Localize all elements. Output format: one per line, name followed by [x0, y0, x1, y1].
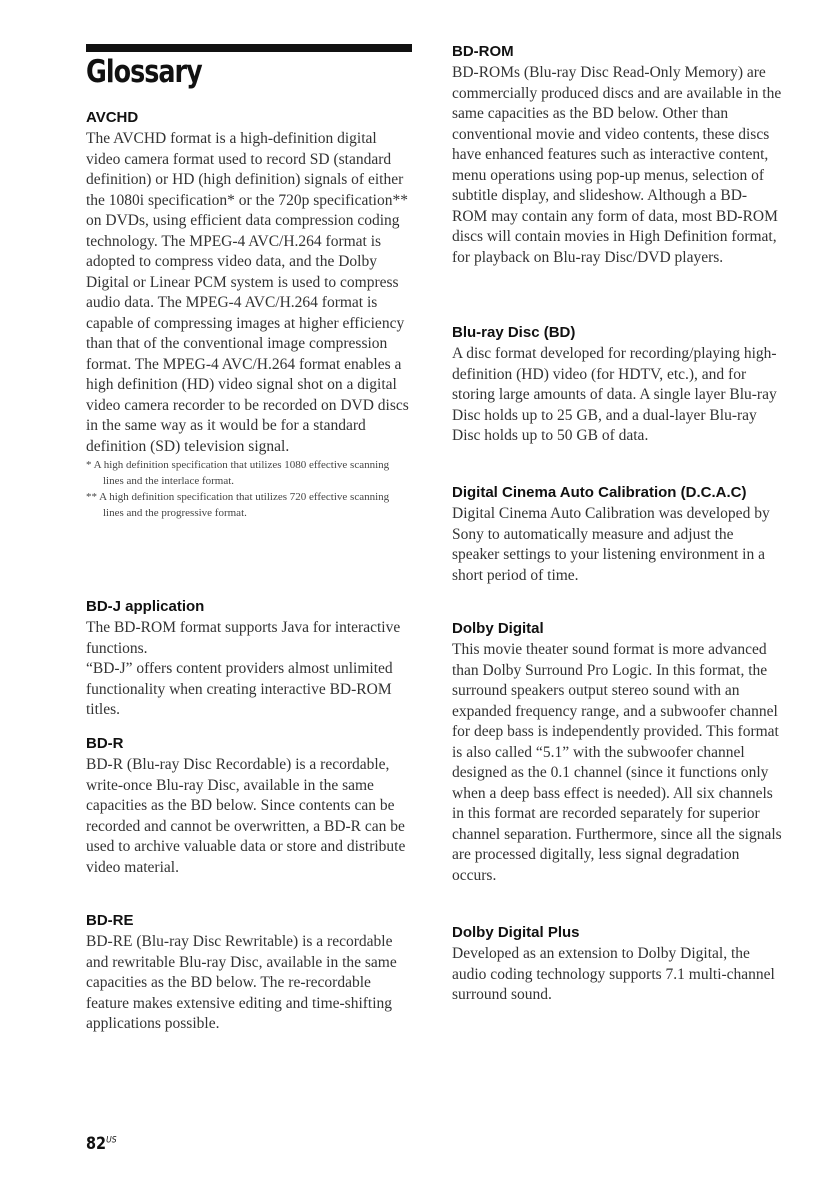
term-definition: Digital Cinema Auto Calibration was developed by Sony to automatically measure and adjust the speaker settings to your listening environment in a short period of time. [452, 505, 770, 584]
term-definition: BD-R (Blu-ray Disc Recordable) is a recordable, write-once Blu-ray Disc, available in the same capacities as the BD below. Since contents can be recorded and cannot be overwritten, a BD-R can be used to archive valuable data or store and distribute video material. [86, 756, 406, 876]
term-heading: Dolby Digital [452, 620, 544, 637]
term-definition: A disc format developed for recording/playing high-definition (HD) video (for HDTV, etc.), and for storing large amounts of data. A single layer Blu-ray Disc holds up to 25 GB, and a dual-layer Blu-ray Disc holds up to 50 GB of data. [452, 345, 777, 444]
title-rule [86, 44, 412, 52]
term-definition: This movie theater sound format is more advanced than Dolby Surround Pro Logic. In this format, the surround speakers output stereo sound with an expanded frequency range, and a subwoofer channel for deep bass is independently provided. This format is also called “5.1” with the subwoofer channel designed as the 0.1 channel (since it functions only when a deep bass effect is needed). All six channels in this format are recorded separately for superior channel separation. Furthermore, since all the signals are processed digitally, less signal degradation occurs. [452, 641, 782, 884]
term-heading: AVCHD [86, 109, 139, 126]
term-heading: BD-RE [86, 912, 134, 929]
term-heading: Digital Cinema Auto Calibration (D.C.A.C) [452, 484, 747, 501]
page-title: Glossary [86, 54, 202, 90]
glossary-entry-dolby-digital [452, 619, 782, 886]
term-definition: Developed as an extension to Dolby Digital, the audio coding technology supports 7.1 multi-channel surround sound. [452, 945, 775, 1003]
term-heading: BD-ROM [452, 43, 514, 60]
term-definition: BD-RE (Blu-ray Disc Rewritable) is a recordable and rewritable Blu-ray Disc, available in the same capacities as the BD below. The re-recordable feature makes extensive editing and time-shifting applications possible. [86, 933, 397, 1032]
term-definition: “BD-J” offers content providers almost unlimited functionality when creating interactive BD-ROM titles. [86, 660, 393, 718]
region-code: US [106, 1135, 117, 1146]
term-definition: The BD-ROM format supports Java for interactive functions. [86, 619, 401, 657]
footnote: ** A high definition specification that utilizes 720 effective scanning lines and the progressive format. [86, 491, 390, 519]
footnote: * A high definition specification that utilizes 1080 effective scanning lines and the interlace format. [86, 459, 390, 487]
glossary-entry-blu-ray-disc [452, 323, 782, 447]
page-number-value: 82 [86, 1134, 107, 1154]
term-definition: BD-ROMs (Blu-ray Disc Read-Only Memory) are commercially produced discs and are available in the same capacities as the BD below. Other than conventional movie and video contents, these discs have enhanced features such as interactive content, menu operations using pop-up menus, selection of subtitle display, and slideshow. Although a BD-ROM may contain any form of data, most BD-ROM discs will contain movies in High Definition format, for playback on Blu-ray Disc/DVD players. [452, 64, 782, 266]
term-definition: The AVCHD format is a high-definition digital video camera format used to record SD (standard definition) or HD (high definition) signals of either the 1080i specification* or the 720p specification** on DVDs, using efficient data compression coding technology. The MPEG-4 AVC/H.264 format is adopted to compress video data, and the Dolby Digital or Linear PCM system is used to compress audio data. The MPEG-4 AVC/H.264 format is capable of compressing images at higher efficiency than that of the conventional image compression format. The MPEG-4 AVC/H.264 format enables a high definition (HD) video signal shot on a digital video camera recorder to be recorded on DVD discs in the same way as it would be for a standard definition (SD) television signal. [86, 130, 409, 455]
term-heading: BD-R [86, 735, 124, 752]
glossary-entry-bdre [86, 911, 412, 1035]
glossary-entry-bdr [86, 734, 412, 878]
term-heading: BD-J application [86, 598, 205, 615]
glossary-entry-dcac [452, 483, 782, 586]
glossary-entry-bdj [86, 597, 412, 721]
glossary-entry-bd-rom [452, 42, 782, 268]
page-number [86, 1134, 117, 1154]
glossary-entry-avchd [86, 108, 412, 521]
glossary-entry-dolby-digital-plus [452, 923, 782, 1006]
term-heading: Blu-ray Disc (BD) [452, 324, 576, 341]
term-heading: Dolby Digital Plus [452, 924, 580, 941]
